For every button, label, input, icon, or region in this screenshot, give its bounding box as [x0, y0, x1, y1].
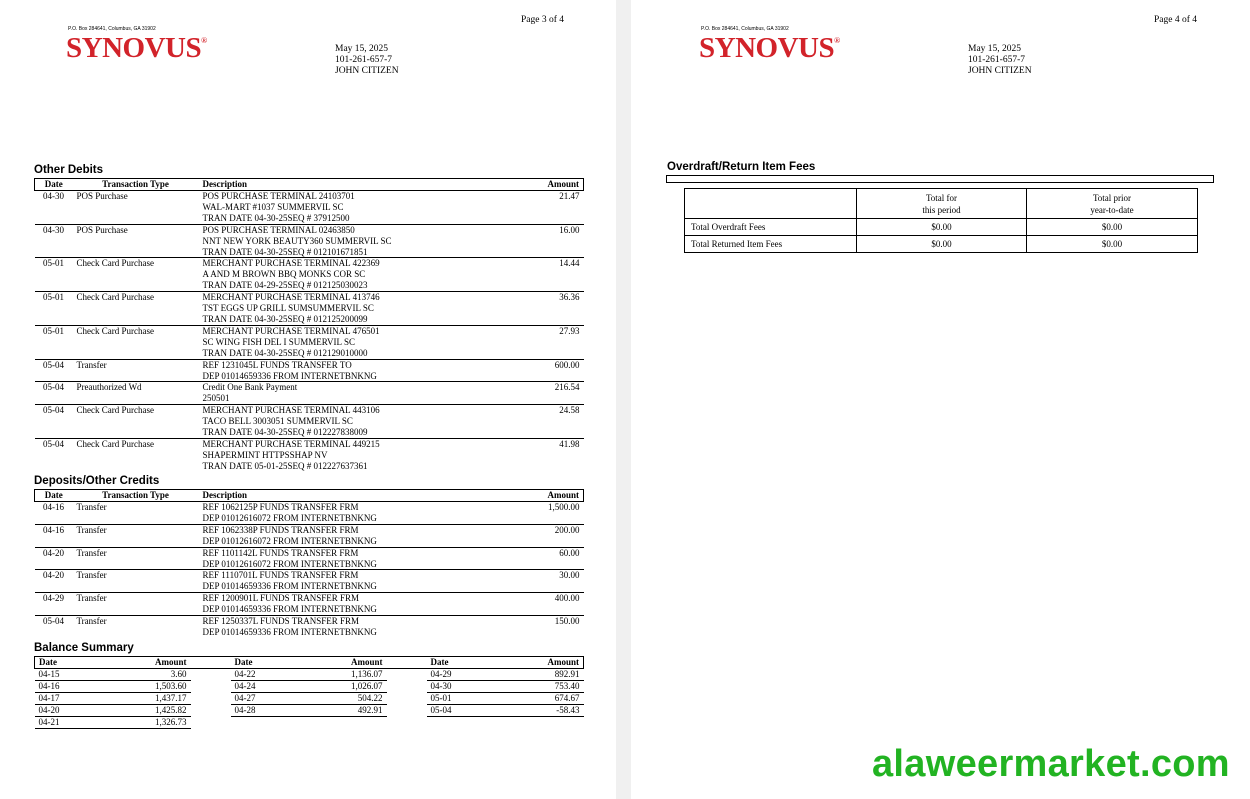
header-line: this period — [922, 204, 961, 215]
col-header-date: Date — [35, 179, 73, 191]
table-row — [35, 593, 584, 616]
balance-amount: 492.91 — [291, 704, 387, 716]
registered-mark-icon: ® — [834, 36, 840, 45]
description-line: MERCHANT PURCHASE TERMINAL 422369 — [202, 258, 380, 269]
bank-address: P.O. Box 284641, Columbus, GA 31902 — [68, 26, 156, 32]
tx-date: 05-01 — [43, 292, 64, 303]
fee-period: $0.00 — [857, 236, 1027, 253]
description-line: 250501 — [202, 393, 230, 404]
blank-header-cell — [685, 189, 857, 219]
statement-header-info — [335, 44, 399, 77]
balance-date: 04-30 — [427, 680, 487, 692]
column-gap — [191, 669, 231, 681]
balance-date: 04-28 — [231, 704, 291, 716]
other-debits-title: Other Debits — [34, 164, 104, 176]
tx-description — [199, 547, 499, 570]
table-row — [35, 258, 584, 292]
description-line: MERCHANT PURCHASE TERMINAL 449215 — [202, 438, 380, 449]
tx-date: 05-04 — [43, 438, 64, 449]
description-line: MERCHANT PURCHASE TERMINAL 443106 — [202, 405, 380, 416]
col-header-type: Transaction Type — [73, 179, 199, 191]
table-row — [35, 716, 584, 728]
section-divider — [666, 175, 1214, 183]
column-gap — [387, 680, 427, 692]
deposits-title: Deposits/Other Credits — [34, 475, 160, 487]
tx-type: Transfer — [76, 502, 107, 512]
tx-date: 04-30 — [43, 224, 64, 235]
page-number: Page 3 of 4 — [521, 15, 565, 25]
column-gap — [191, 704, 231, 716]
description-line: SHAPERMINT HTTPSSHAP NV — [202, 449, 328, 460]
tx-description — [199, 616, 499, 638]
statement-date: May 15, 2025 — [968, 44, 1022, 54]
empty-cell — [291, 716, 387, 728]
balance-date: 05-01 — [427, 692, 487, 704]
empty-cell — [231, 716, 291, 728]
tx-date: 05-04 — [43, 405, 64, 416]
table-row — [35, 692, 584, 704]
col-header-type: Transaction Type — [73, 490, 199, 502]
tx-type: Transfer — [76, 570, 107, 581]
tx-type: Transfer — [76, 616, 107, 627]
description-line: A AND M BROWN BBQ MONKS COR SC — [202, 269, 366, 280]
description-line: NNT NEW YORK BEAUTY360 SUMMERVIL SC — [202, 235, 392, 246]
tx-type: Check Card Purchase — [76, 258, 154, 269]
tx-description — [199, 524, 499, 547]
description-line: TRAN DATE 04-30-25SEQ # 012101671851 — [202, 246, 368, 257]
col-header-amount: Amount — [499, 179, 584, 191]
tx-amount: 150.00 — [554, 616, 580, 627]
description-line: REF 1110701L FUNDS TRANSFER FRM — [202, 570, 359, 581]
tx-type: Preauthorized Wd — [76, 382, 142, 393]
col-header-amount: Amount — [291, 657, 387, 669]
column-gap — [387, 669, 427, 681]
col-header-date: Date — [427, 657, 487, 669]
watermark-text: alaweermarket.com — [872, 743, 1230, 785]
balance-amount: 674.67 — [487, 692, 584, 704]
tx-type: POS Purchase — [76, 191, 128, 201]
tx-description — [199, 191, 499, 225]
tx-type: Transfer — [76, 547, 107, 558]
description-line: REF 1250337L FUNDS TRANSFER FRM — [202, 616, 360, 627]
balance-amount: 1,437.17 — [95, 692, 191, 704]
column-gap — [387, 692, 427, 704]
description-line: SC WING FISH DEL I SUMMERVIL SC — [202, 336, 355, 347]
description-line: REF 1101142L FUNDS TRANSFER FRM — [202, 547, 359, 558]
description-line: Credit One Bank Payment — [202, 382, 298, 393]
page-number: Page 4 of 4 — [1154, 15, 1198, 25]
statement-page-3 — [0, 0, 616, 799]
description-line: MERCHANT PURCHASE TERMINAL 413746 — [202, 292, 380, 303]
statement-date: May 15, 2025 — [335, 44, 389, 54]
col-header-date: Date — [35, 490, 73, 502]
balance-amount: 1,326.73 — [95, 716, 191, 728]
column-gap — [191, 716, 231, 728]
description-line: DEP 01012616072 FROM INTERNETBNKNG — [202, 512, 377, 523]
tx-date: 04-16 — [43, 502, 64, 512]
tx-amount: 16.00 — [559, 224, 580, 235]
table-row — [35, 704, 584, 716]
header-line: Total for — [925, 192, 958, 203]
description-line: TRAN DATE 04-30-25SEQ # 37912500 — [202, 212, 350, 223]
account-number: 101-261-657-7 — [968, 55, 1025, 65]
balance-amount: 1,136.07 — [291, 669, 387, 681]
tx-amount: 27.93 — [559, 325, 580, 336]
tx-description — [199, 570, 499, 593]
fee-period: $0.00 — [857, 219, 1027, 236]
description-line: TST EGGS UP GRILL SUMSUMMERVIL SC — [202, 303, 374, 314]
tx-description — [199, 224, 499, 258]
table-row — [35, 405, 584, 439]
tx-amount: 41.98 — [559, 438, 580, 449]
description-line: TRAN DATE 04-30-25SEQ # 012227838009 — [202, 427, 368, 438]
account-holder: JOHN CITIZEN — [335, 66, 399, 76]
balance-summary-title: Balance Summary — [34, 642, 134, 654]
description-line: REF 1200901L FUNDS TRANSFER FRM — [202, 593, 360, 604]
col-header-this-period — [857, 189, 1027, 219]
statement-header-info — [968, 44, 1032, 77]
table-row — [35, 570, 584, 593]
tx-type: Transfer — [76, 359, 107, 370]
description-line: TRAN DATE 04-29-25SEQ # 012125030023 — [202, 280, 368, 291]
tx-description — [199, 382, 499, 405]
tx-description — [199, 325, 499, 359]
tx-type: Check Card Purchase — [76, 405, 154, 416]
description-line: DEP 01012616072 FROM INTERNETBNKNG — [202, 558, 377, 569]
tx-amount: 30.00 — [559, 570, 580, 581]
tx-date: 04-20 — [43, 547, 64, 558]
tx-date: 04-30 — [43, 191, 64, 201]
balance-date: 04-21 — [35, 716, 95, 728]
fee-label: Total Overdraft Fees — [685, 219, 857, 236]
tx-description — [199, 502, 499, 525]
tx-date: 04-16 — [43, 524, 64, 535]
tx-amount: 36.36 — [559, 292, 580, 303]
tx-description — [199, 405, 499, 439]
tx-amount: 1,500.00 — [548, 502, 580, 512]
other-debits-table — [34, 178, 584, 472]
bank-address: P.O. Box 284641, Columbus, GA 31902 — [701, 26, 789, 32]
description-line: TRAN DATE 04-30-25SEQ # 012129010000 — [202, 347, 368, 358]
tx-date: 05-04 — [43, 382, 64, 393]
tx-description — [199, 359, 499, 382]
col-header-date: Date — [231, 657, 291, 669]
tx-amount: 216.54 — [554, 382, 580, 393]
col-header-date: Date — [35, 657, 95, 669]
tx-type: Transfer — [76, 593, 107, 604]
tx-type: Transfer — [76, 524, 107, 535]
overdraft-fees-title: Overdraft/Return Item Fees — [667, 161, 816, 173]
balance-date: 04-29 — [427, 669, 487, 681]
balance-amount: 504.22 — [291, 692, 387, 704]
column-gap — [387, 716, 427, 728]
balance-date: 04-22 — [231, 669, 291, 681]
table-row — [35, 224, 584, 258]
tx-type: Check Card Purchase — [76, 438, 154, 449]
deposits-table — [34, 489, 584, 638]
tx-date: 04-29 — [43, 593, 64, 604]
tx-date: 05-04 — [43, 359, 64, 370]
balance-date: 04-17 — [35, 692, 95, 704]
tx-amount: 200.00 — [554, 524, 580, 535]
table-row — [35, 524, 584, 547]
table-row — [35, 669, 584, 681]
description-line: DEP 01014659336 FROM INTERNETBNKNG — [202, 370, 377, 381]
balance-amount: 753.40 — [487, 680, 584, 692]
table-row — [35, 359, 584, 382]
col-header-description: Description — [199, 490, 499, 502]
col-header-amount: Amount — [499, 490, 584, 502]
balance-amount: 1,503.60 — [95, 680, 191, 692]
empty-cell — [487, 716, 584, 728]
tx-amount: 21.47 — [559, 191, 580, 201]
balance-amount: -58.43 — [487, 704, 584, 716]
tx-description — [199, 258, 499, 292]
logo-text: SYNOVUS — [699, 32, 835, 64]
tx-type: Check Card Purchase — [76, 292, 154, 303]
description-line: WAL-MART #1037 SUMMERVIL SC — [202, 201, 344, 212]
table-row — [35, 191, 584, 225]
tx-date: 04-20 — [43, 570, 64, 581]
table-row — [35, 292, 584, 326]
tx-amount: 60.00 — [559, 547, 580, 558]
tx-description — [199, 292, 499, 326]
table-row — [35, 547, 584, 570]
header-line: Total prior — [1092, 192, 1132, 203]
column-gap — [387, 704, 427, 716]
tx-description — [199, 593, 499, 616]
table-row — [35, 616, 584, 638]
table-header-row — [35, 490, 584, 502]
table-header-row — [35, 179, 584, 191]
balance-date: 04-24 — [231, 680, 291, 692]
tx-date: 05-01 — [43, 258, 64, 269]
table-header-row — [685, 189, 1198, 219]
overdraft-fees-table — [684, 188, 1198, 253]
balance-amount: 1,026.07 — [291, 680, 387, 692]
table-row — [35, 325, 584, 359]
fee-label: Total Returned Item Fees — [685, 236, 857, 253]
tx-description — [199, 438, 499, 471]
description-line: MERCHANT PURCHASE TERMINAL 476501 — [202, 325, 380, 336]
synovus-logo — [66, 34, 207, 63]
table-row — [35, 680, 584, 692]
description-line: REF 1062125P FUNDS TRANSFER FRM — [202, 502, 359, 512]
balance-date: 04-27 — [231, 692, 291, 704]
tx-date: 05-01 — [43, 325, 64, 336]
col-header-year-to-date — [1027, 189, 1198, 219]
column-gap — [191, 680, 231, 692]
tx-amount: 600.00 — [554, 359, 580, 370]
description-line: DEP 01012616072 FROM INTERNETBNKNG — [202, 535, 377, 546]
description-line: REF 1062338P FUNDS TRANSFER FRM — [202, 524, 359, 535]
table-row — [685, 219, 1198, 236]
table-row — [685, 236, 1198, 253]
registered-mark-icon: ® — [201, 36, 207, 45]
col-header-amount: Amount — [487, 657, 584, 669]
tx-amount: 400.00 — [554, 593, 580, 604]
tx-amount: 24.58 — [559, 405, 580, 416]
description-line: POS PURCHASE TERMINAL 24103701 — [202, 191, 355, 201]
table-row — [35, 382, 584, 405]
statement-page-4 — [631, 0, 1250, 799]
description-line: TACO BELL 3003051 SUMMERVIL SC — [202, 416, 353, 427]
description-line: POS PURCHASE TERMINAL 02463850 — [202, 224, 355, 235]
account-number: 101-261-657-7 — [335, 55, 392, 65]
table-header-row — [35, 657, 584, 669]
fee-ytd: $0.00 — [1027, 236, 1198, 253]
balance-summary-table — [34, 656, 584, 729]
description-line: DEP 01014659336 FROM INTERNETBNKNG — [202, 604, 377, 615]
balance-date: 04-16 — [35, 680, 95, 692]
col-header-description: Description — [199, 179, 499, 191]
tx-type: Check Card Purchase — [76, 325, 154, 336]
description-line: DEP 01014659336 FROM INTERNETBNKNG — [202, 626, 377, 637]
description-line: TRAN DATE 04-30-25SEQ # 012125200099 — [202, 313, 368, 324]
table-row — [35, 502, 584, 525]
description-line: DEP 01014659336 FROM INTERNETBNKNG — [202, 581, 377, 592]
description-line: TRAN DATE 05-01-25SEQ # 012227637361 — [202, 460, 368, 471]
tx-date: 05-04 — [43, 616, 64, 627]
balance-date: 04-15 — [35, 669, 95, 681]
table-row — [35, 438, 584, 471]
col-header-amount: Amount — [95, 657, 191, 669]
header-line: year-to-date — [1090, 204, 1134, 215]
balance-amount: 1,425.82 — [95, 704, 191, 716]
column-gap — [191, 692, 231, 704]
balance-date: 05-04 — [427, 704, 487, 716]
empty-cell — [427, 716, 487, 728]
tx-amount: 14.44 — [559, 258, 580, 269]
description-line: REF 1231045L FUNDS TRANSFER TO — [202, 359, 352, 370]
balance-date: 04-20 — [35, 704, 95, 716]
balance-amount: 892.91 — [487, 669, 584, 681]
tx-type: POS Purchase — [76, 224, 128, 235]
balance-amount: 3.60 — [95, 669, 191, 681]
account-holder: JOHN CITIZEN — [968, 66, 1032, 76]
fee-ytd: $0.00 — [1027, 219, 1198, 236]
logo-text: SYNOVUS — [66, 32, 202, 64]
synovus-logo — [699, 34, 840, 63]
